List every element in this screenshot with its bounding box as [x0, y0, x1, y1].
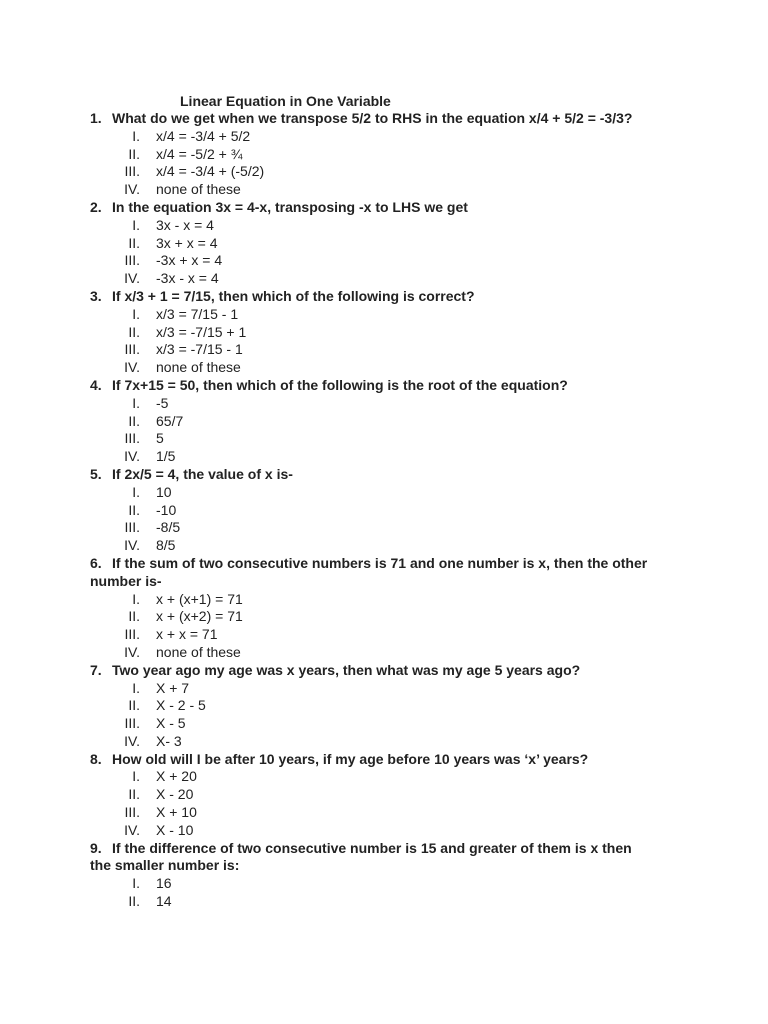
- option-text: none of these: [156, 359, 241, 376]
- question-text: [90, 840, 680, 876]
- option-numeral: IV.: [124, 643, 140, 660]
- option-item: [90, 626, 680, 644]
- option-text: 14: [156, 893, 172, 910]
- option-numeral: III.: [124, 626, 140, 643]
- question-8: [90, 751, 680, 840]
- option-numeral: III.: [124, 163, 140, 180]
- option-text: x/4 = -5/2 + ¾: [156, 145, 243, 162]
- option-item: [90, 128, 680, 146]
- option-text: x + (x+2) = 71: [156, 608, 243, 625]
- option-numeral: III.: [124, 715, 140, 732]
- option-item: [90, 413, 680, 431]
- option-numeral: I.: [132, 216, 140, 233]
- question-text: [90, 466, 680, 484]
- question-list: [90, 110, 680, 911]
- option-list: [90, 128, 680, 199]
- option-item: [90, 181, 680, 199]
- option-item: [90, 163, 680, 181]
- option-numeral: I.: [132, 394, 140, 411]
- option-item: [90, 804, 680, 822]
- option-numeral: I.: [132, 875, 140, 892]
- option-numeral: III.: [124, 252, 140, 269]
- option-numeral: II.: [128, 412, 140, 429]
- question-7: [90, 662, 680, 751]
- option-item: [90, 591, 680, 609]
- option-text: X + 7: [156, 679, 190, 696]
- question-3: [90, 288, 680, 377]
- option-numeral: IV.: [124, 359, 140, 376]
- option-numeral: IV.: [124, 537, 140, 554]
- option-item: [90, 875, 680, 893]
- question-prompt: Two year ago my age was x years, then what was my age 5 years ago?: [112, 661, 581, 678]
- option-text: X + 20: [156, 768, 197, 785]
- option-item: [90, 252, 680, 270]
- option-numeral: III.: [124, 804, 140, 821]
- option-item: [90, 359, 680, 377]
- option-numeral: I.: [132, 483, 140, 500]
- question-number: 9.: [90, 839, 102, 856]
- option-item: [90, 786, 680, 804]
- option-list: [90, 875, 680, 911]
- option-item: [90, 697, 680, 715]
- option-numeral: IV.: [124, 448, 140, 465]
- option-list: [90, 591, 680, 662]
- question-text: [90, 288, 680, 306]
- option-numeral: I.: [132, 679, 140, 696]
- option-text: x/3 = -7/15 - 1: [156, 341, 243, 358]
- option-item: [90, 217, 680, 235]
- option-text: -3x - x = 4: [156, 270, 219, 287]
- option-text: x + x = 71: [156, 626, 218, 643]
- question-number: 1.: [90, 110, 102, 126]
- question-text: [90, 751, 680, 769]
- question-text: [90, 377, 680, 395]
- option-text: x/4 = -3/4 + (-5/2): [156, 163, 265, 180]
- option-text: X- 3: [156, 732, 182, 749]
- option-numeral: III.: [124, 341, 140, 358]
- option-numeral: II.: [128, 234, 140, 251]
- option-item: [90, 680, 680, 698]
- option-numeral: II.: [128, 786, 140, 803]
- document-title: Linear Equation in One Variable: [180, 93, 391, 109]
- question-prompt: If x/3 + 1 = 7/15, then which of the following is correct?: [112, 287, 475, 304]
- question-prompt: If 2x/5 = 4, the value of x is-: [112, 465, 293, 482]
- question-prompt: In the equation 3x = 4-x, transposing -x to LHS we get: [112, 198, 468, 215]
- option-text: 3x - x = 4: [156, 216, 214, 233]
- question-prompt-continued: the smaller number is:: [90, 857, 240, 874]
- option-item: [90, 715, 680, 733]
- option-item: [90, 270, 680, 288]
- option-item: [90, 768, 680, 786]
- option-list: [90, 484, 680, 555]
- option-item: [90, 644, 680, 662]
- question-2: [90, 199, 680, 288]
- question-prompt: What do we get when we transpose 5/2 to RHS in the equation x/4 + 5/2 = -3/3?: [112, 110, 633, 126]
- question-prompt: If the difference of two consecutive number is 15 and greater of them is x then: [112, 839, 632, 856]
- option-list: [90, 217, 680, 288]
- question-prompt: If the sum of two consecutive numbers is 71 and one number is x, then the other: [112, 554, 648, 571]
- option-item: [90, 235, 680, 253]
- option-text: none of these: [156, 181, 241, 198]
- question-prompt: If 7x+15 = 50, then which of the following is the root of the equation?: [112, 376, 568, 393]
- option-item: [90, 502, 680, 520]
- option-numeral: IV.: [124, 821, 140, 838]
- question-number: 6.: [90, 554, 102, 571]
- option-item: [90, 448, 680, 466]
- question-text: [90, 555, 680, 591]
- option-text: -5: [156, 394, 169, 411]
- question-text: [90, 662, 680, 680]
- option-numeral: IV.: [124, 732, 140, 749]
- option-item: [90, 893, 680, 911]
- option-item: [90, 341, 680, 359]
- option-text: X - 2 - 5: [156, 697, 206, 714]
- option-item: [90, 537, 680, 555]
- option-numeral: III.: [124, 430, 140, 447]
- question-4: [90, 377, 680, 466]
- option-text: 65/7: [156, 412, 184, 429]
- option-item: [90, 608, 680, 626]
- option-numeral: I.: [132, 127, 140, 144]
- option-text: 8/5: [156, 537, 176, 554]
- option-list: [90, 395, 680, 466]
- question-text: [90, 110, 680, 128]
- option-numeral: I.: [132, 590, 140, 607]
- option-numeral: IV.: [124, 181, 140, 198]
- option-text: X + 10: [156, 804, 197, 821]
- option-item: [90, 146, 680, 164]
- option-text: X - 5: [156, 715, 186, 732]
- option-item: [90, 484, 680, 502]
- question-5: [90, 466, 680, 555]
- option-item: [90, 733, 680, 751]
- question-prompt: How old will I be after 10 years, if my age before 10 years was ‘x’ years?: [112, 750, 589, 767]
- option-numeral: III.: [124, 519, 140, 536]
- option-numeral: II.: [128, 145, 140, 162]
- question-prompt-continued: number is-: [90, 572, 162, 589]
- option-text: x/3 = 7/15 - 1: [156, 305, 239, 322]
- option-text: x + (x+1) = 71: [156, 590, 243, 607]
- option-numeral: I.: [132, 305, 140, 322]
- option-list: [90, 768, 680, 839]
- option-text: none of these: [156, 643, 241, 660]
- question-number: 8.: [90, 750, 102, 767]
- option-text: X - 20: [156, 786, 194, 803]
- question-number: 7.: [90, 661, 102, 678]
- question-9: [90, 840, 680, 911]
- option-numeral: II.: [128, 501, 140, 518]
- option-text: 5: [156, 430, 164, 447]
- option-item: [90, 430, 680, 448]
- option-text: 3x + x = 4: [156, 234, 218, 251]
- option-text: 1/5: [156, 448, 176, 465]
- option-text: -10: [156, 501, 177, 518]
- option-list: [90, 306, 680, 377]
- option-item: [90, 822, 680, 840]
- option-numeral: II.: [128, 893, 140, 910]
- option-text: -8/5: [156, 519, 181, 536]
- option-numeral: II.: [128, 697, 140, 714]
- option-item: [90, 306, 680, 324]
- option-numeral: IV.: [124, 270, 140, 287]
- option-numeral: II.: [128, 608, 140, 625]
- option-text: 10: [156, 483, 172, 500]
- option-text: x/4 = -3/4 + 5/2: [156, 127, 251, 144]
- option-text: x/3 = -7/15 + 1: [156, 323, 247, 340]
- option-numeral: II.: [128, 323, 140, 340]
- option-list: [90, 680, 680, 751]
- option-item: [90, 395, 680, 413]
- option-text: X - 10: [156, 821, 194, 838]
- question-number: 5.: [90, 465, 102, 482]
- question-number: 3.: [90, 287, 102, 304]
- question-6: [90, 555, 680, 662]
- option-item: [90, 519, 680, 537]
- option-numeral: I.: [132, 768, 140, 785]
- question-1: [90, 110, 680, 199]
- option-item: [90, 324, 680, 342]
- option-text: -3x + x = 4: [156, 252, 223, 269]
- question-text: [90, 199, 680, 217]
- option-text: 16: [156, 875, 172, 892]
- question-number: 4.: [90, 376, 102, 393]
- question-number: 2.: [90, 198, 102, 215]
